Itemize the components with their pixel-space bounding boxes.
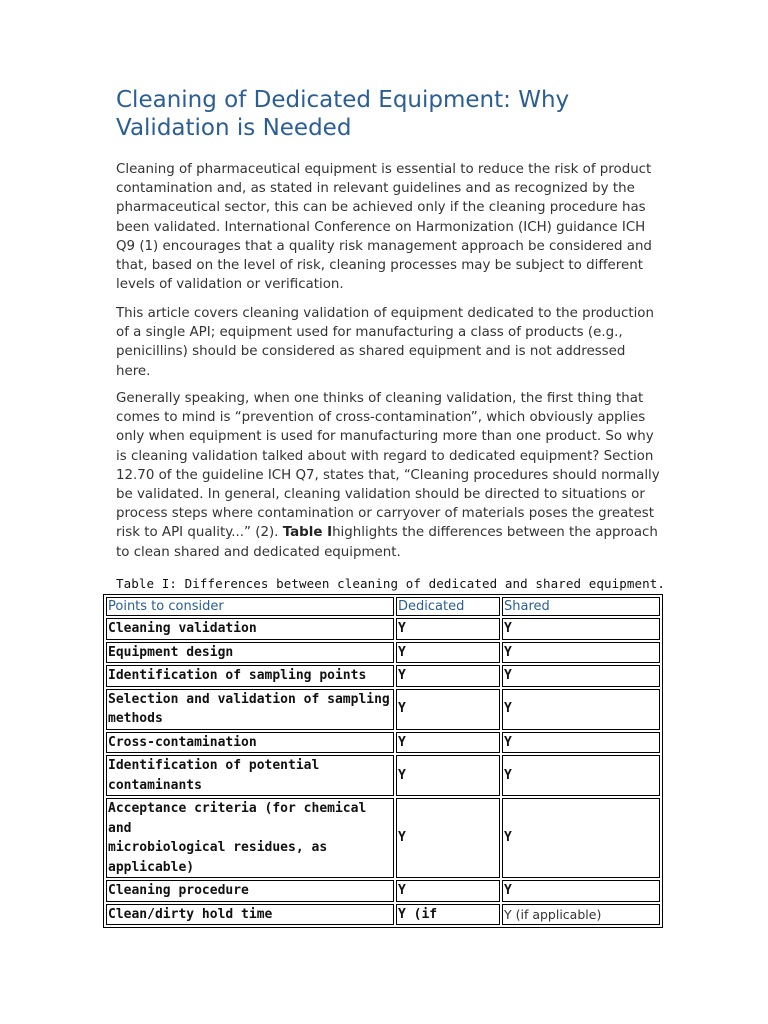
table-row bbox=[106, 642, 660, 664]
table-row bbox=[106, 798, 660, 878]
shared-cell: Y bbox=[502, 732, 660, 754]
point-cell: Cleaning validation bbox=[106, 618, 394, 640]
table-reference: Table I bbox=[282, 525, 333, 541]
table-row bbox=[106, 618, 660, 640]
dedicated-cell: Y bbox=[396, 798, 500, 878]
paragraph-scope: This article covers cleaning validation of equipment dedicated to the production of a single API; equipment used for manufacturing a class of products (e.g., penicillins) should be considered as shared equipment and is not addressed here. bbox=[116, 306, 654, 379]
dedicated-cell: Y bbox=[396, 732, 500, 754]
dedicated-cell: Y bbox=[396, 665, 500, 687]
point-cell: Acceptance criteria (for chemical and microbiological residues, as applicable) bbox=[106, 798, 394, 878]
shared-cell: Y bbox=[502, 755, 660, 796]
shared-cell: Y bbox=[502, 618, 660, 640]
point-cell: Clean/dirty hold time bbox=[106, 904, 394, 926]
table-row bbox=[106, 689, 660, 730]
header-dedicated: Dedicated bbox=[396, 597, 500, 616]
dedicated-cell: Y bbox=[396, 689, 500, 730]
point-cell: Equipment design bbox=[106, 642, 394, 664]
shared-cell: Y bbox=[502, 665, 660, 687]
comparison-table bbox=[103, 594, 663, 928]
table-row bbox=[106, 880, 660, 902]
table-header-row bbox=[106, 597, 660, 616]
shared-cell: Y bbox=[502, 642, 660, 664]
article-title: Cleaning of Dedicated Equipment: Why Validation is Needed bbox=[116, 87, 570, 141]
point-cell: Cross-contamination bbox=[106, 732, 394, 754]
point-cell: Cleaning procedure bbox=[106, 880, 394, 902]
paragraph-ich-q7 bbox=[116, 389, 661, 562]
shared-cell: Y bbox=[502, 689, 660, 730]
dedicated-cell: Y bbox=[396, 880, 500, 902]
point-cell: Selection and validation of sampling methods bbox=[106, 689, 394, 730]
shared-cell: Y (if applicable) bbox=[502, 904, 660, 926]
table-row bbox=[106, 665, 660, 687]
dedicated-cell: Y bbox=[396, 755, 500, 796]
dedicated-cell: Y (if bbox=[396, 904, 500, 926]
table-row bbox=[106, 904, 660, 926]
paragraph-ich-q7-text-a: Generally speaking, when one thinks of cleaning validation, the first thing that comes to mind is “prevention of cross-contamination”, which obviously applies only when equipment is used for manufacturing more than one product. So why is cleaning validation talked about with regard to dedicated equipment? Section 12.70 of the guideline ICH Q7, states that, “Cleaning procedures should normally be validated. In general, cleaning validation should be directed to situations or process steps where contamination or carryover of materials poses the greatest risk to API quality...” (2). bbox=[116, 391, 660, 541]
paragraph-intro: Cleaning of pharmaceutical equipment is essential to reduce the risk of product contamination and, as stated in relevant guidelines and as recognized by the pharmaceutical sector, this can be achieved only if the cleaning procedure has been validated. International Conference on Harmonization (ICH) guidance ICH Q9 (1) encourages that a quality risk management approach be considered and that, based on the level of risk, cleaning processes may be subject to different levels of validation or verification. bbox=[116, 162, 652, 293]
table-caption: Table I: Differences between cleaning of dedicated and shared equipment. bbox=[116, 576, 666, 591]
header-points: Points to consider bbox=[106, 597, 394, 616]
point-cell: Identification of potential contaminants bbox=[106, 755, 394, 796]
table-row bbox=[106, 755, 660, 796]
point-cell: Identification of sampling points bbox=[106, 665, 394, 687]
paragraph-ich-q7-text-b: highlights the differences between the approach to clean shared and dedicated equipment. bbox=[116, 525, 658, 560]
dedicated-cell: Y bbox=[396, 618, 500, 640]
table-row bbox=[106, 732, 660, 754]
header-shared: Shared bbox=[502, 597, 660, 616]
shared-cell: Y bbox=[502, 880, 660, 902]
shared-cell: Y bbox=[502, 798, 660, 878]
dedicated-cell: Y bbox=[396, 642, 500, 664]
